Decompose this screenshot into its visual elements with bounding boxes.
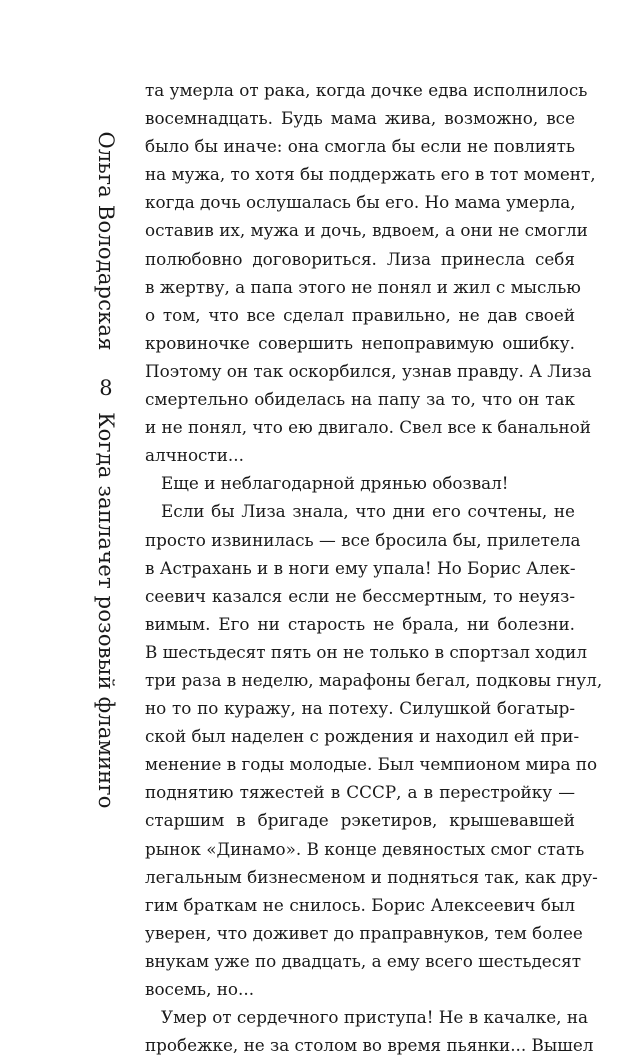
text-line: полюбовно договориться. Лиза принесла себя — [145, 248, 575, 269]
text-line: ской был наделен с рождения и находил ей при- — [145, 726, 580, 747]
text-line: смертельно обиделась на папу за то, что он так — [145, 389, 575, 410]
text-line: кровиночке совершить непоправимую ошибку. — [145, 332, 575, 353]
text-line: рынок «Динамо». В конце девяностых смог стать — [145, 838, 585, 859]
text-line: оставив их, мужа и дочь, вдвоем, а они не смогли — [145, 220, 588, 241]
text-line: вимым. Его ни старость не брала, ни болезни. — [145, 613, 575, 634]
text-line: когда дочь ослушалась бы его. Но мама умерла, — [145, 192, 576, 213]
text-line: в жертву, а папа этого не понял и жил с мыслью — [145, 276, 581, 297]
text-line: поднятию тяжестей в СССР, а в перестройку — — [145, 782, 575, 803]
running-head — [86, 131, 126, 809]
text-line: сеевич казался если не бессмертным, то неуяз- — [145, 585, 575, 606]
text-line: Еще и неблагодарной дрянью обозвал! — [161, 473, 509, 494]
text-line: уверен, что доживет до праправнуков, тем более — [145, 922, 583, 943]
text-line: в Астрахань и в ноги ему упала! Но Борис Алек- — [145, 557, 576, 578]
text-line: но то по куражу, на потеху. Силушкой богатыр- — [145, 698, 575, 719]
text-line: Умер от сердечного приступа! Не в качалке, на — [161, 1007, 589, 1028]
body-text — [145, 76, 603, 1059]
running-head-text — [91, 131, 121, 809]
book-title: Когда заплачет розовый фламинго — [94, 412, 118, 809]
text-line: Поэтому он так оскорбился, узнав правду. А Лиза — [145, 360, 592, 381]
text-line: В шестьдесят пять он не только в спортзал ходил — [145, 641, 587, 662]
text-line: три раза в неделю, марафоны бегал, подковы гнул, — [145, 669, 603, 690]
text-line: о том, что все сделал правильно, не дав своей — [145, 304, 575, 325]
author-name: Ольга Володарская — [94, 131, 118, 351]
text-line: старшим в бригаде рэкетиров, крышевавшей — [145, 810, 575, 831]
text-line: восемнадцать. Будь мама жива, возможно, все — [145, 108, 575, 129]
text-line: пробежке, не за столом во время пьянки... Вышел — [145, 1035, 594, 1056]
text-line: на мужа, то хотя бы поддержать его в тот момент, — [145, 164, 596, 185]
text-line: легальным бизнесменом и подняться так, как дру- — [145, 866, 598, 887]
text-line: менение в годы молодые. Был чемпионом мира по — [145, 754, 598, 775]
page-number: 8 — [99, 375, 113, 400]
text-line: внукам уже по двадцать, а ему всего шестьдесят — [145, 950, 582, 971]
text-line: та умерла от рака, когда дочке едва исполнилось — [145, 80, 588, 100]
text-line: алчности... — [145, 445, 244, 466]
text-line: восемь, но... — [145, 979, 255, 999]
text-line: и не понял, что ею двигало. Свел все к банальной — [145, 417, 591, 438]
text-line: просто извинилась — все бросила бы, прилетела — [145, 529, 581, 550]
text-line: гим браткам не снилось. Борис Алексеевич был — [145, 894, 575, 915]
text-line: Если бы Лиза знала, что дни его сочтены, не — [161, 501, 575, 522]
text-line: было бы иначе: она смогла бы если не повлиять — [145, 136, 576, 157]
